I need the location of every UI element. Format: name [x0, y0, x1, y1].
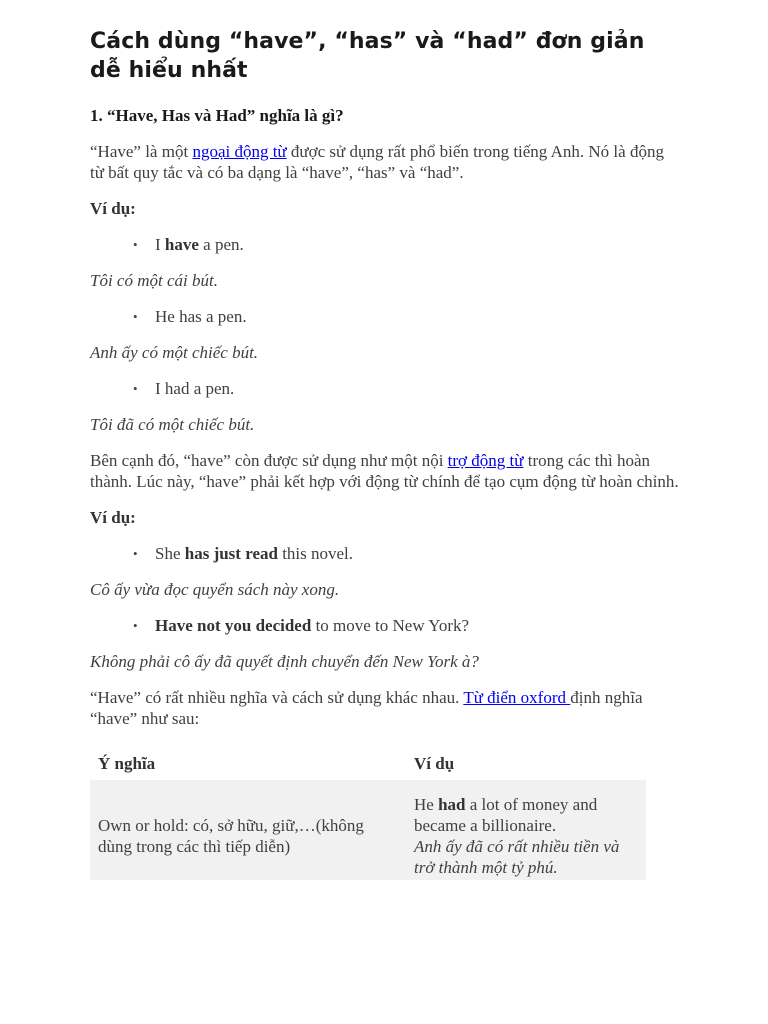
list-item	[155, 615, 680, 636]
example-text: He has a pen.	[155, 307, 247, 326]
list-item	[155, 234, 680, 255]
intro-paragraph	[90, 141, 680, 183]
aux-text-1: Bên cạnh đó, “have” còn được sử dụng như một nội	[90, 451, 448, 470]
table-row	[90, 780, 646, 880]
example-list	[90, 543, 680, 564]
example-translation: Không phải cô ấy đã quyết định chuyển đến New York à?	[90, 652, 479, 671]
meaning-table	[90, 747, 646, 880]
table-cell-example	[406, 780, 646, 880]
page-title: Cách dùng “have”, “has” và “had” đơn giản dễ hiểu nhất	[90, 29, 645, 83]
ngoai-dong-tu-link[interactable]: ngoại động từ	[192, 142, 287, 161]
example-text: a lot of money and became a billionaire.	[414, 795, 598, 835]
aux-text-2: trong các thì hoàn thành. Lúc này, “have” phải kết hợp với động từ chính để tạo cụm động từ hoàn chỉnh.	[90, 451, 679, 491]
example-bold: had	[438, 795, 466, 814]
example-text: to move to New York?	[311, 616, 470, 635]
example-label: Ví dụ:	[90, 199, 136, 218]
list-item	[155, 543, 680, 564]
section-heading: 1. “Have, Has và Had” nghĩa là gì?	[90, 106, 344, 125]
example-text: this novel.	[277, 544, 354, 563]
oxford-paragraph	[90, 687, 680, 729]
example-label: Ví dụ:	[90, 508, 136, 527]
example-text: She	[155, 544, 185, 563]
table-header-example: Ví dụ	[414, 754, 455, 773]
example-translation: Tôi có một cái bút.	[90, 271, 218, 290]
article	[90, 0, 680, 880]
example-translation: Anh ấy đã có rất nhiều tiền và trở thành một tỷ phú.	[414, 837, 620, 877]
intro-text-2: được sử dụng rất phổ biến trong tiếng Anh. Nó là động từ bất quy tắc và có ba dạng là “have”, “has” và “had”.	[90, 142, 664, 182]
list-item	[155, 306, 680, 327]
example-bold: Have not you decided	[155, 616, 312, 635]
example-text: I had a pen.	[155, 379, 235, 398]
example-text: a pen.	[198, 235, 244, 254]
example-text: He	[414, 795, 439, 814]
example-list	[90, 306, 680, 327]
example-translation: Cô ấy vừa đọc quyển sách này xong.	[90, 580, 340, 599]
auxiliary-paragraph	[90, 450, 680, 492]
example-bold: has just read	[184, 544, 278, 563]
table-cell-meaning: Own or hold: có, sở hữu, giữ,…(không dùng trong các thì tiếp diễn)	[90, 780, 406, 880]
example-bold: have	[164, 235, 199, 254]
example-translation: Tôi đã có một chiếc bút.	[90, 415, 255, 434]
example-list	[90, 234, 680, 255]
example-text: I	[155, 235, 165, 254]
oxford-dictionary-link[interactable]: Từ điển oxford	[463, 688, 571, 707]
example-list	[90, 615, 680, 636]
example-list	[90, 378, 680, 399]
table-header-meaning: Ý nghĩa	[98, 754, 156, 773]
example-translation: Anh ấy có một chiếc bút.	[90, 343, 259, 362]
list-item	[155, 378, 680, 399]
intro-text-1: “Have” là một	[90, 142, 193, 161]
tro-dong-tu-link[interactable]: trợ động từ	[447, 451, 524, 470]
table-header-row	[90, 747, 646, 780]
oxford-text-1: “Have” có rất nhiều nghĩa và cách sử dụng khác nhau.	[90, 688, 464, 707]
oxford-text-2: định nghĩa “have” như sau:	[90, 688, 643, 728]
